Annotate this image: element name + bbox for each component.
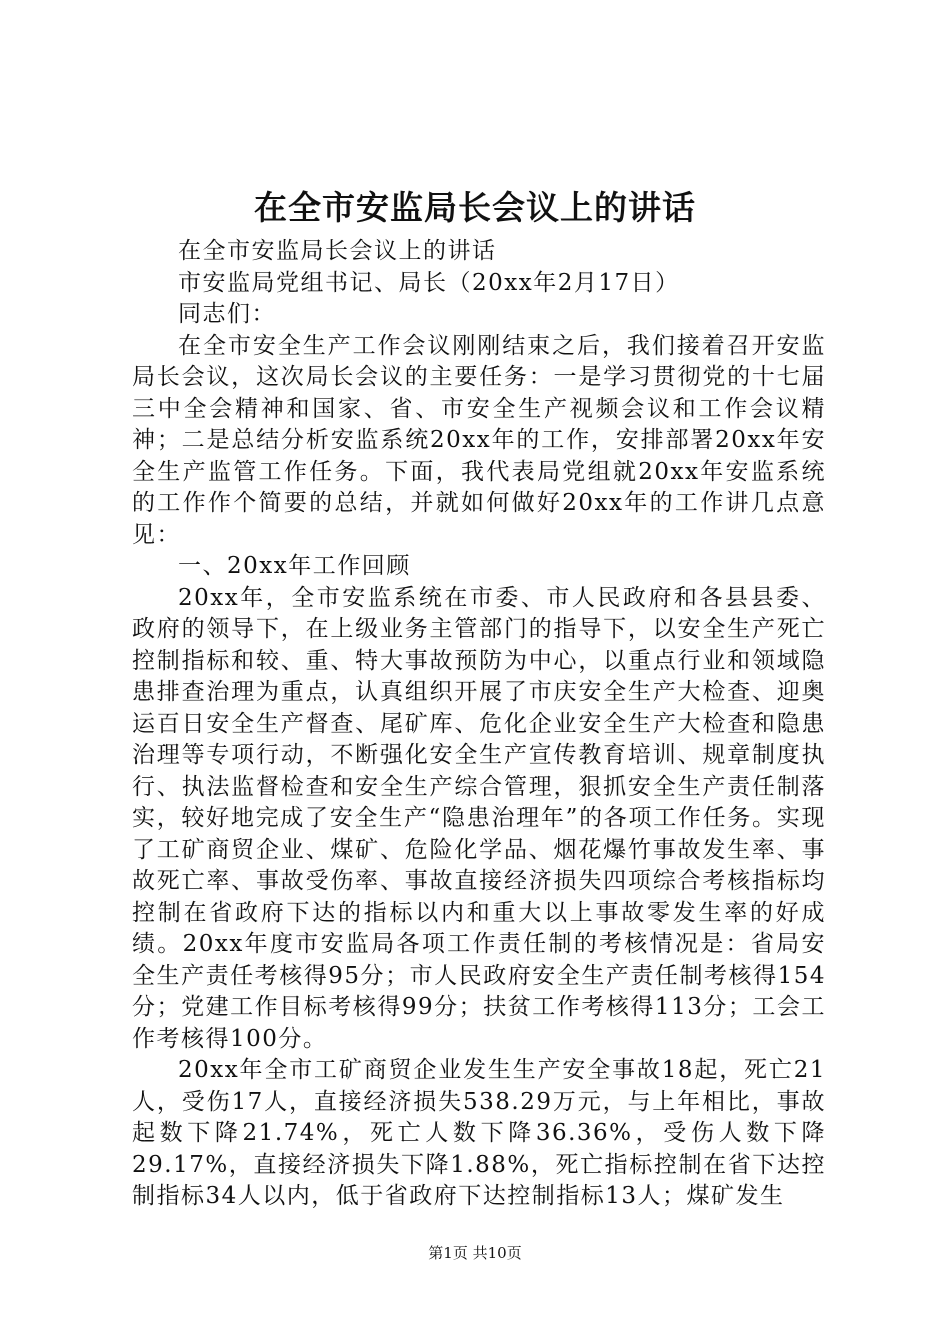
intro-paragraph: 在全市安全生产工作会议刚刚结束之后，我们接着召开安监局长会议，这次局长会议的主要任务：一是学习贯彻党的十七届三中全会精神和国家、省、市安全生产视频会议和工作会议精神；二是总结分析安监系统20xx年的工作，安排部署20xx年安全生产监管工作任务。下面，我代表局党组就20xx年安监系统的工作作个简要的总结，并就如何做好20xx年的工作讲几点意见： bbox=[132, 332, 826, 548]
speaker-line: 市安监局党组书记、局长（20xx年2月17日） bbox=[178, 269, 680, 296]
document-title: 在全市安监局长会议上的讲话 bbox=[254, 188, 696, 227]
subtitle-line: 在全市安监局长会议上的讲话 bbox=[178, 238, 497, 264]
statistics-paragraph: 20xx年全市工矿商贸企业发生生产安全事故18起，死亡21人，受伤17人，直接经济损失538.29万元，与上年相比，事故起数下降21.74%，死亡人数下降36.36%，受伤人数下降29.17%，直接经济损失下降1.88%，死亡指标控制在省下达控制指标34人以内，低于省政府下达控制指标13人；煤矿发生 bbox=[132, 1057, 826, 1209]
salutation: 同志们： bbox=[178, 301, 276, 327]
review-paragraph: 20xx年，全市安监系统在市委、市人民政府和各县县委、政府的领导下，在上级业务主管部门的指导下，以安全生产死亡控制指标和较、重、特大事故预防为中心，以重点行业和领域隐患排查治理为重点，认真组织开展了市庆安全生产大检查、迎奥运百日安全生产督查、尾矿库、危化企业安全生产大检查和隐患治理等专项行动，不断强化安全生产宣传教育培训、规章制度执行、执法监督检查和安全生产综合管理，狠抓安全生产责任制落实，较好地完成了安全生产“隐患治理年”的各项工作任务。实现了工矿商贸企业、煤矿、危险化学品、烟花爆竹事故发生率、事故死亡率、事故受伤率、事故直接经济损失四项综合考核指标均控制在省政府下达的指标以内和重大以上事故零发生率的好成绩。20xx年度市安监局各项工作责任制的考核情况是：省局安全生产责任考核得95分；市人民政府安全生产责任制考核得154分；党建工作目标考核得99分；扶贫工作考核得113分；工会工作考核得100分。 bbox=[132, 584, 826, 1052]
page-footer: 第1页 共10页 bbox=[428, 1244, 522, 1262]
section-heading: 一、20xx年工作回顾 bbox=[178, 553, 411, 579]
document-body bbox=[132, 236, 826, 1213]
